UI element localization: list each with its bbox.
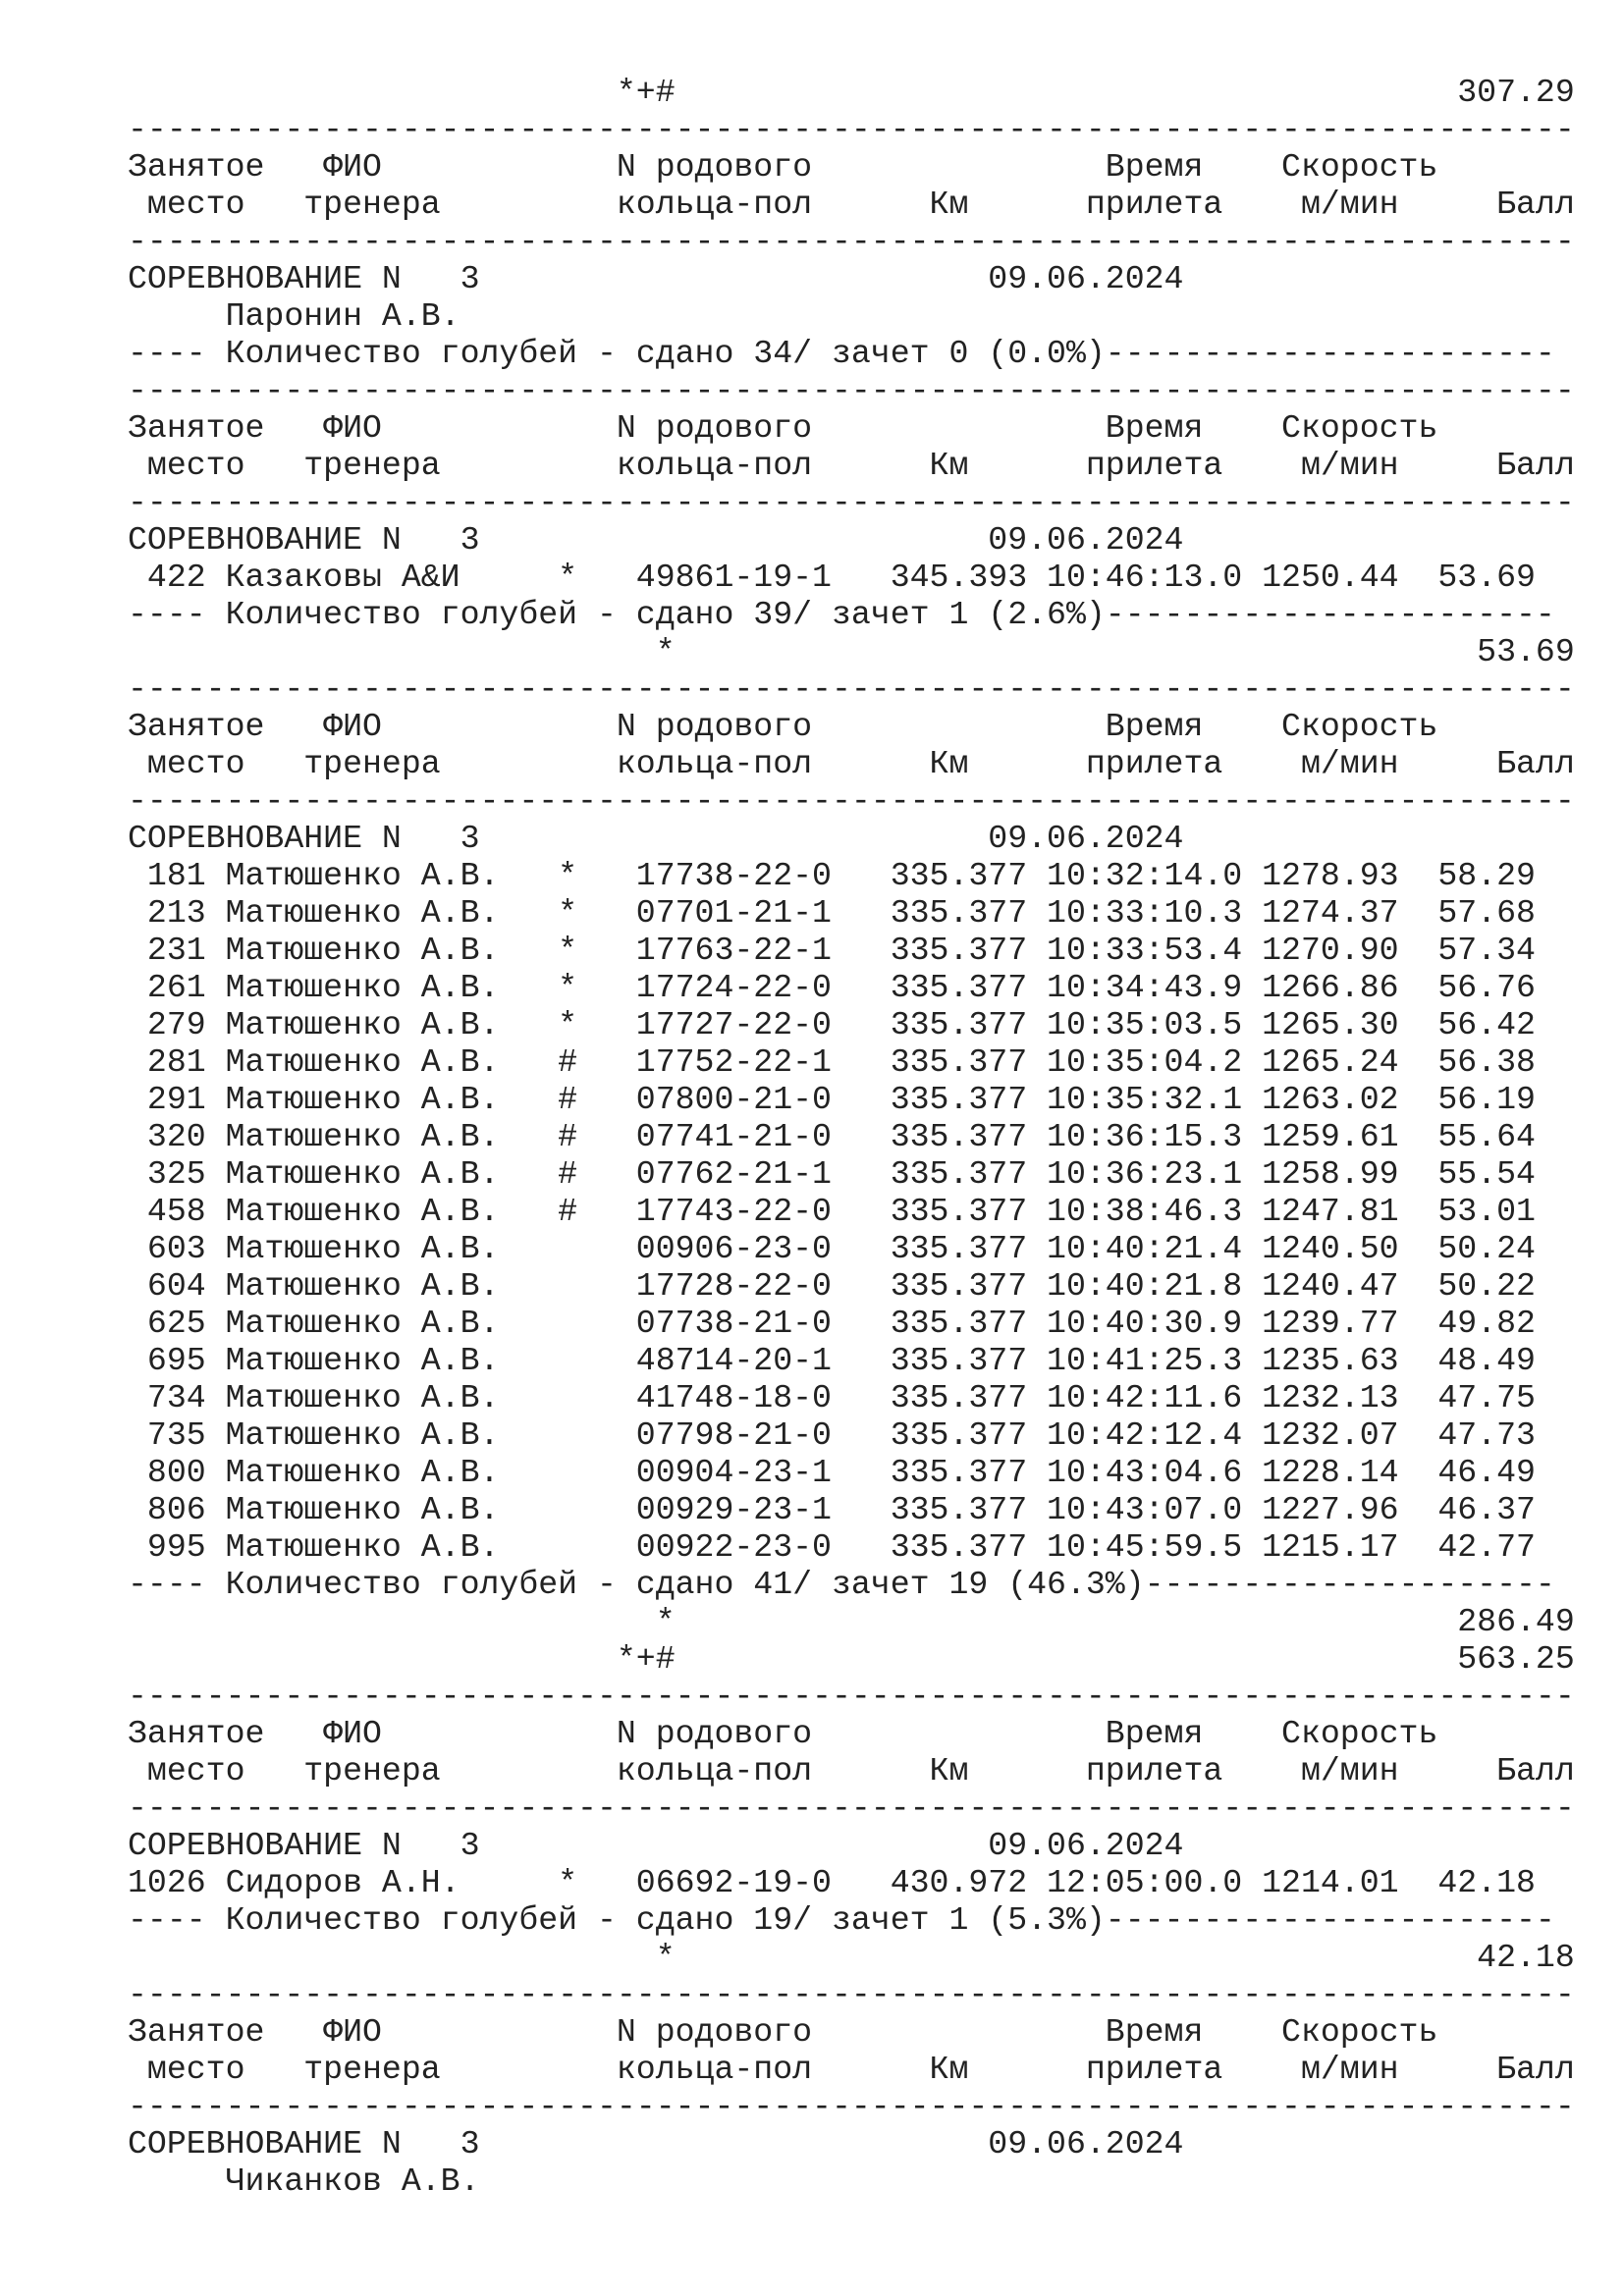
result-row: 181 Матюшенко А.В. * 17738-22-0 335.377 10:32:14.0 1278.93 58.29 [128,857,1536,894]
competition-header: СОРЕВНОВАНИЕ N 3 09.06.2024 [128,1827,1184,1864]
result-row: 734 Матюшенко А.В. 41748-18-0 335.377 10:42:11.6 1232.13 47.75 [128,1379,1536,1416]
result-row: 291 Матюшенко А.В. # 07800-21-0 335.377 10:35:32.1 1263.02 56.19 [128,1081,1536,1118]
separator-line: -------------------------------------------------------------------------- [128,1789,1575,1827]
result-row: 625 Матюшенко А.В. 07738-21-0 335.377 10:40:30.9 1239.77 49.82 [128,1305,1536,1342]
result-row: 422 Казаковы А&И * 49861-19-1 345.393 10:46:13.0 1250.44 53.69 [128,559,1536,596]
subtotal-line: * 286.49 [128,1603,1575,1640]
result-row: 279 Матюшенко А.В. * 17727-22-0 335.377 10:35:03.5 1265.30 56.42 [128,1006,1536,1043]
result-row: 325 Матюшенко А.В. # 07762-21-1 335.377 10:36:23.1 1258.99 55.54 [128,1155,1536,1193]
column-header-line: Занятое ФИО N родового Время Скорость [128,409,1438,447]
result-row: 806 Матюшенко А.В. 00929-23-1 335.377 10:43:07.0 1227.96 46.37 [128,1491,1536,1528]
column-header-line: Занятое ФИО N родового Время Скорость [128,1715,1438,1752]
column-header-line: место тренера кольца-пол Км прилета м/мин Балл [128,1752,1575,1789]
subtotal-line: * 42.18 [128,1939,1575,1976]
result-row: 458 Матюшенко А.В. # 17743-22-0 335.377 10:38:46.3 1247.81 53.01 [128,1193,1536,1230]
separator-line: -------------------------------------------------------------------------- [128,111,1575,148]
result-row: 695 Матюшенко А.В. 48714-20-1 335.377 10:41:25.3 1235.63 48.49 [128,1342,1536,1379]
separator-line: -------------------------------------------------------------------------- [128,670,1575,708]
result-row: 800 Матюшенко А.В. 00904-23-1 335.377 10:43:04.6 1228.14 46.49 [128,1454,1536,1491]
competition-header: СОРЕВНОВАНИЕ N 3 09.06.2024 [128,260,1184,297]
column-header-line: место тренера кольца-пол Км прилета м/мин Балл [128,745,1575,782]
subtotal-line: *+# 307.29 [128,74,1575,111]
column-header-line: место тренера кольца-пол Км прилета м/мин Балл [128,447,1575,484]
summary-line: ---- Количество голубей - сдано 19/ зачет 1 (5.3%)----------------------- [128,1901,1555,1939]
result-row: 604 Матюшенко А.В. 17728-22-0 335.377 10:40:21.8 1240.47 50.22 [128,1267,1536,1305]
separator-line: -------------------------------------------------------------------------- [128,2088,1575,2125]
summary-line: ---- Количество голубей - сдано 41/ зачет 19 (46.3%)--------------------- [128,1566,1555,1603]
column-header-line: Занятое ФИО N родового Время Скорость [128,148,1438,186]
competition-header: СОРЕВНОВАНИЕ N 3 09.06.2024 [128,2125,1184,2163]
trainer-name: Чиканков А.В. [128,2163,480,2200]
separator-line: -------------------------------------------------------------------------- [128,1976,1575,2013]
subtotal-line: * 53.69 [128,633,1575,670]
column-header-line: место тренера кольца-пол Км прилета м/мин Балл [128,2051,1575,2088]
result-row: 213 Матюшенко А.В. * 07701-21-1 335.377 10:33:10.3 1274.37 57.68 [128,894,1536,932]
trainer-name: Паронин А.В. [128,297,460,335]
result-row: 320 Матюшенко А.В. # 07741-21-0 335.377 10:36:15.3 1259.61 55.64 [128,1118,1536,1155]
separator-line: -------------------------------------------------------------------------- [128,223,1575,260]
result-row: 735 Матюшенко А.В. 07798-21-0 335.377 10:42:12.4 1232.07 47.73 [128,1416,1536,1454]
result-row: 603 Матюшенко А.В. 00906-23-0 335.377 10:40:21.4 1240.50 50.24 [128,1230,1536,1267]
column-header-line: Занятое ФИО N родового Время Скорость [128,2013,1438,2051]
result-row: 231 Матюшенко А.В. * 17763-22-1 335.377 10:33:53.4 1270.90 57.34 [128,932,1536,969]
separator-line: -------------------------------------------------------------------------- [128,484,1575,521]
summary-line: ---- Количество голубей - сдано 34/ зачет 0 (0.0%)----------------------- [128,335,1555,372]
column-header-line: Занятое ФИО N родового Время Скорость [128,708,1438,745]
competition-header: СОРЕВНОВАНИЕ N 3 09.06.2024 [128,521,1184,559]
column-header-line: место тренера кольца-пол Км прилета м/мин Балл [128,186,1575,223]
results-printout [128,74,1575,2200]
separator-line: -------------------------------------------------------------------------- [128,782,1575,820]
result-row: 1026 Сидоров А.Н. * 06692-19-0 430.972 12:05:00.0 1214.01 42.18 [128,1864,1536,1901]
separator-line: -------------------------------------------------------------------------- [128,372,1575,409]
summary-line: ---- Количество голубей - сдано 39/ зачет 1 (2.6%)----------------------- [128,596,1555,633]
competition-header: СОРЕВНОВАНИЕ N 3 09.06.2024 [128,820,1184,857]
subtotal-line: *+# 563.25 [128,1640,1575,1678]
result-row: 261 Матюшенко А.В. * 17724-22-0 335.377 10:34:43.9 1266.86 56.76 [128,969,1536,1006]
separator-line: -------------------------------------------------------------------------- [128,1678,1575,1715]
result-row: 281 Матюшенко А.В. # 17752-22-1 335.377 10:35:04.2 1265.24 56.38 [128,1043,1536,1081]
result-row: 995 Матюшенко А.В. 00922-23-0 335.377 10:45:59.5 1215.17 42.77 [128,1528,1536,1566]
